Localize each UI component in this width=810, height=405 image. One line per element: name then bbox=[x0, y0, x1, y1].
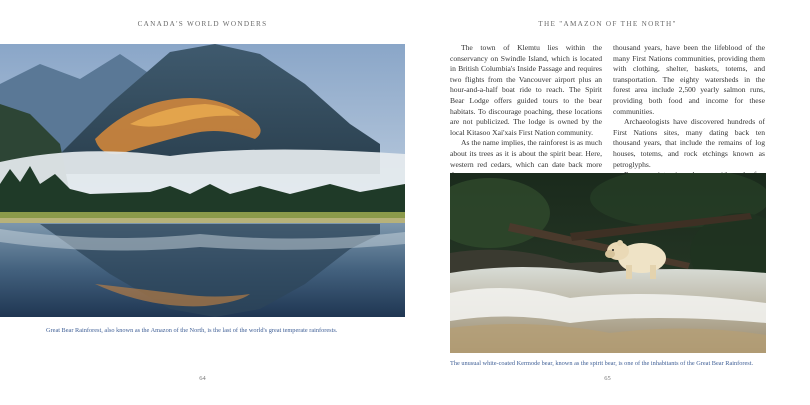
photo-caption-left: Great Bear Rainforest, also known as the Amazon of the North, is the last of the world's great temperate rainforests. bbox=[46, 327, 338, 334]
running-head-right: THE "AMAZON OF THE NORTH" bbox=[538, 20, 677, 28]
paragraph: thousand years, have been the lifeblood of the many First Nations communities, providing them with clothing, shelter, baskets, totems, and transportation. The eighty watersheds in the forest area include 2,500 yearly salmon runs, providing both food and income for these communities. bbox=[613, 43, 765, 116]
paragraph: As the name implies, the rainforest is as much about its trees as it is about the spirit bear. Here, western red cedars, which can date back more bbox=[450, 138, 602, 169]
text-column-1 bbox=[450, 43, 602, 181]
running-head-left: CANADA'S WORLD WONDERS bbox=[137, 20, 268, 28]
paragraph: Archaeologists have discovered hundreds of First Nations sites, many dating back ten thousand years, that include the remains of log houses, totems, and rock etchings known as petroglyphs. bbox=[613, 117, 765, 169]
paragraph: The town of Klemtu lies within the conservancy on Swindle Island, which is located in British Columbia's Inside Passage and requires two flights from the Vancouver airport plus an hour-and-a-half boat ride to reach. The Spirit Bear Lodge offers guided tours to the bear habitats. To discourage poaching, these locations are not publicized. The lodge is owned by the local Kitasoo Xai'xais First Nation community. bbox=[450, 43, 602, 137]
spirit-bear-photo bbox=[450, 173, 766, 353]
photo-caption-right: The unusual white-coated Kermode bear, known as the spirit bear, is one of the inhabitants of the Great Bear Rainforest. bbox=[450, 360, 754, 367]
page-number-right: 65 bbox=[604, 375, 611, 382]
rainforest-lake-photo bbox=[0, 44, 405, 317]
page-number-left: 64 bbox=[199, 375, 206, 382]
